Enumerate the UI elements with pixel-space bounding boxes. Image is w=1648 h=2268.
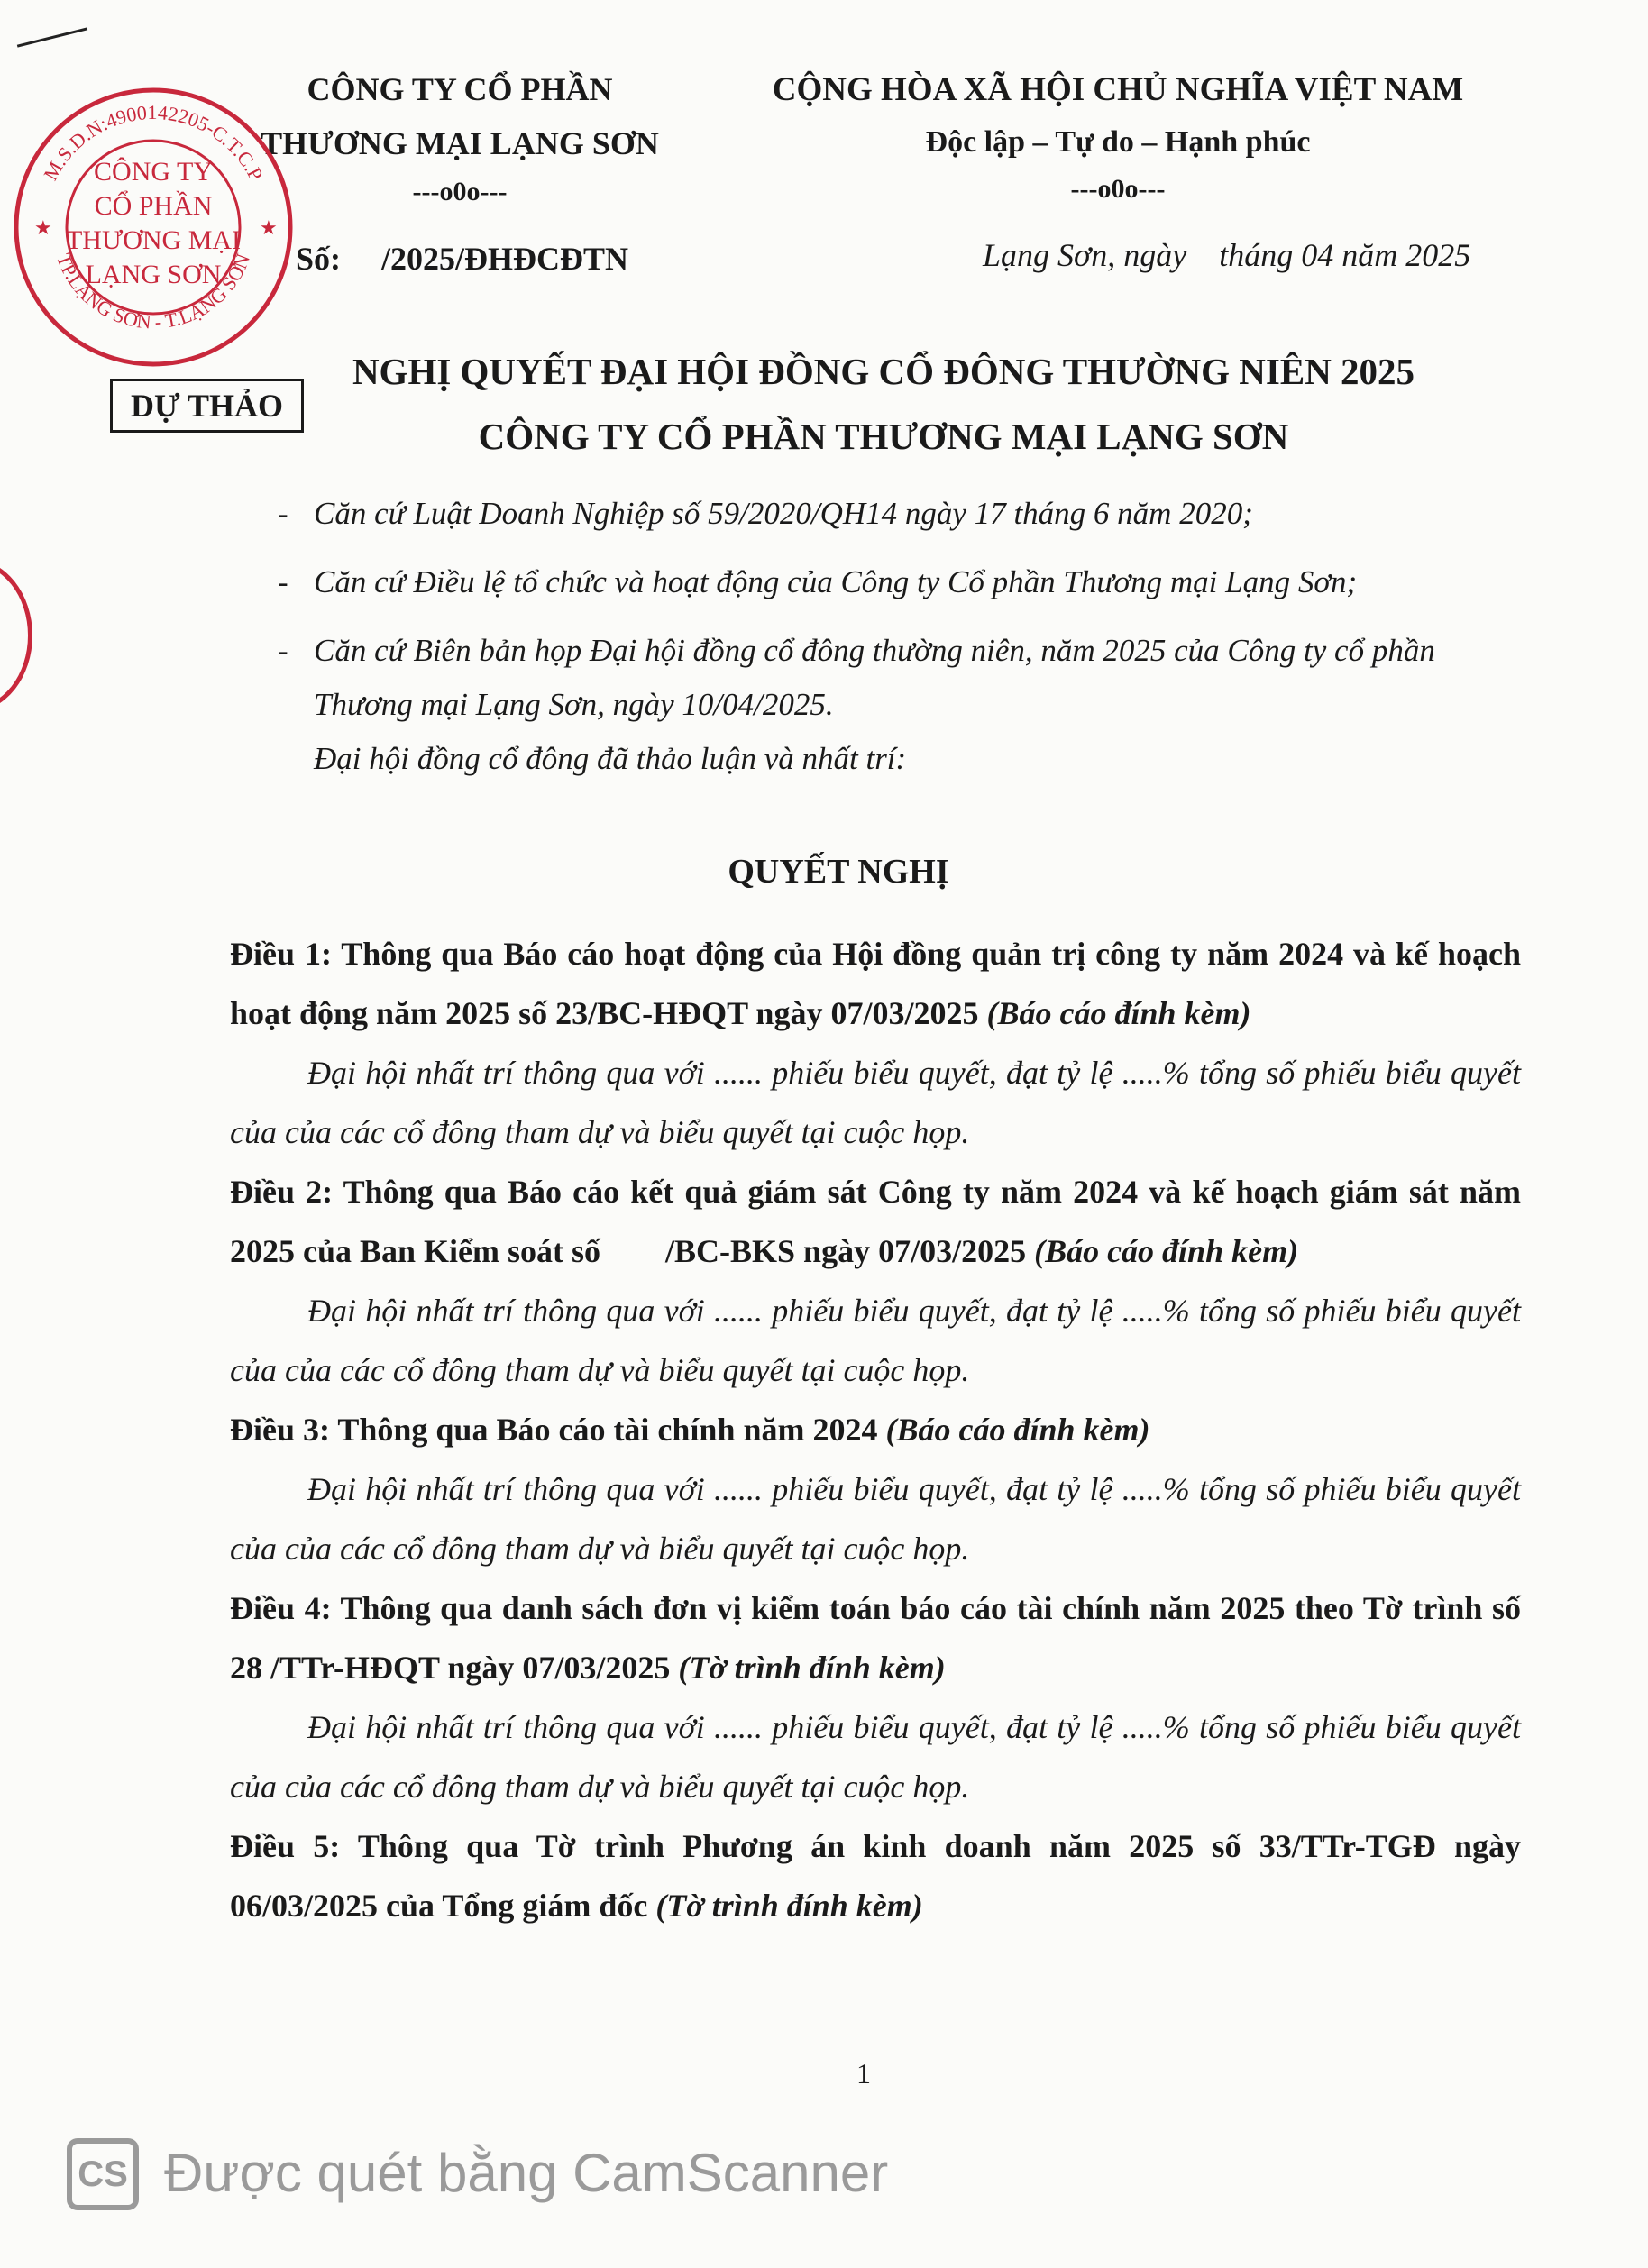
- article-note: (Báo cáo đính kèm): [1034, 1233, 1299, 1269]
- article-text: Thông qua danh sách đơn vị kiểm toán báo cáo tài chính năm 2025 theo Tờ trình số 28 /TTr-HĐQT ngày 07/03/2025: [230, 1590, 1537, 1686]
- company-seal-stamp: [9, 83, 298, 371]
- section-title: QUYẾT NGHỊ: [728, 853, 949, 891]
- basis-item: - Căn cứ Luật Doanh Nghiệp số 59/2020/QH14 ngày 17 tháng 6 năm 2020;: [314, 487, 1504, 541]
- vote-result: Đại hội nhất trí thông qua với ...... phiếu biểu quyết, đạt tỷ lệ .....% tổng số phiếu biểu quyết của của các cổ đông tham dự và biểu quyết tại cuộc họp.: [230, 1055, 1521, 1150]
- pen-mark: [17, 27, 87, 47]
- national-header: [748, 70, 1488, 205]
- page-number: 1: [856, 2057, 871, 2090]
- bullet: -: [278, 496, 288, 531]
- stamp-ring-text: M.S.D.N:4900142205-C.T.C.P: [39, 100, 268, 185]
- basis-item: - Căn cứ Biên bản họp Đại hội đồng cổ đông thường niên, năm 2025 của Công ty cổ phần Thương mại Lạng Sơn, ngày 10/04/2025.: [314, 624, 1504, 732]
- article-label: Điều 2:: [230, 1174, 334, 1210]
- place-and-date: Lạng Sơn, ngày tháng 04 năm 2025: [983, 237, 1471, 273]
- article-note: (Tờ trình đính kèm): [678, 1650, 946, 1686]
- stamp-center-line: LẠNG SƠN: [85, 260, 222, 289]
- draft-label: DỰ THẢO: [110, 379, 304, 433]
- header-left-separator: ---o0o---: [412, 177, 508, 206]
- company-type: CÔNG TY CỔ PHẦN: [307, 71, 613, 107]
- legal-bases: [278, 487, 1504, 786]
- article-text: Thông qua Tờ trình Phương án kinh doanh năm 2025 số 33/TTr-TGĐ ngày 06/03/2025 của Tổng giám đốc: [230, 1828, 1521, 1924]
- header-right-separator: ---o0o---: [1070, 174, 1166, 204]
- partial-stamp-mark: [0, 559, 32, 712]
- article-2: [230, 1162, 1529, 1281]
- articles: [230, 924, 1537, 1935]
- article-note: (Báo cáo đính kèm): [986, 995, 1251, 1031]
- bullet: -: [278, 564, 288, 599]
- agreement-statement: Đại hội đồng cổ đông đã thảo luận và nhất trí:: [314, 741, 907, 776]
- article-3: [230, 1400, 1521, 1459]
- article-note: (Tờ trình đính kèm): [655, 1888, 923, 1924]
- vote-result: Đại hội nhất trí thông qua với ...... phiếu biểu quyết, đạt tỷ lệ .....% tổng số phiếu biểu quyết của của các cổ đông tham dự và biểu quyết tại cuộc họp.: [230, 1709, 1521, 1805]
- stamp-center-line: THƯƠNG MẠI: [65, 225, 242, 255]
- article-4: [230, 1578, 1537, 1697]
- company-name: THƯƠNG MẠI LẠNG SƠN: [261, 125, 659, 161]
- national-motto: Độc lập – Tự do – Hạnh phúc: [925, 125, 1311, 159]
- article-text: Thông qua Báo cáo hoạt động của Hội đồng quản trị công ty năm 2024 và kế hoạch hoạt động năm 2025 số 23/BC-HĐQT ngày 07/03/2025: [230, 936, 1521, 1031]
- basis-item: - Căn cứ Điều lệ tổ chức và hoạt động của Công ty Cổ phần Thương mại Lạng Sơn;: [314, 555, 1504, 609]
- stamp-star-icon: ★: [34, 216, 52, 239]
- resolution-title: [298, 350, 1469, 458]
- camscanner-watermark: Được quét bằng CamScanner: [164, 2143, 889, 2203]
- title-line-2: CÔNG TY CỔ PHẦN THƯƠNG MẠI LẠNG SƠN: [478, 416, 1289, 457]
- article-text: Thông qua Báo cáo kết quả giám sát Công ty năm 2024 và kế hoạch giám sát năm 2025 của Ban Kiểm soát số /BC-BKS ngày 07/03/2025: [230, 1174, 1529, 1269]
- document-number: Số: /2025/ĐHĐCĐTN: [296, 241, 629, 277]
- country-name: CỘNG HÒA XÃ HỘI CHỦ NGHĨA VIỆT NAM: [772, 71, 1464, 108]
- camscanner-logo-icon: CS: [67, 2138, 139, 2210]
- vote-result: Đại hội nhất trí thông qua với ...... phiếu biểu quyết, đạt tỷ lệ .....% tổng số phiếu biểu quyết của của các cổ đông tham dự và biểu quyết tại cuộc họp.: [230, 1293, 1521, 1388]
- article-note: (Báo cáo đính kèm): [885, 1412, 1150, 1448]
- article-label: Điều 3:: [230, 1412, 330, 1448]
- article-label: Điều 1:: [230, 936, 332, 972]
- stamp-bottom-text: TP.LẠNG SƠN - T.LẠNG SƠN: [51, 250, 255, 334]
- title-line-1: NGHỊ QUYẾT ĐẠI HỘI ĐỒNG CỔ ĐÔNG THƯỜNG NIÊN 2025: [352, 351, 1415, 392]
- stamp-center-line: CỔ PHẦN: [94, 191, 213, 221]
- stamp-star-icon: ★: [260, 216, 278, 239]
- article-5: [230, 1816, 1521, 1935]
- article-label: Điều 4:: [230, 1590, 332, 1626]
- article-1: [230, 924, 1521, 1043]
- bullet: -: [278, 633, 288, 668]
- stamp-center-line: CÔNG TY: [94, 157, 213, 187]
- article-label: Điều 5:: [230, 1828, 341, 1864]
- article-text: Thông qua Báo cáo tài chính năm 2024: [330, 1412, 886, 1448]
- vote-result: Đại hội nhất trí thông qua với ...... phiếu biểu quyết, đạt tỷ lệ .....% tổng số phiếu biểu quyết của của các cổ đông tham dự và biểu quyết tại cuộc họp.: [230, 1471, 1521, 1567]
